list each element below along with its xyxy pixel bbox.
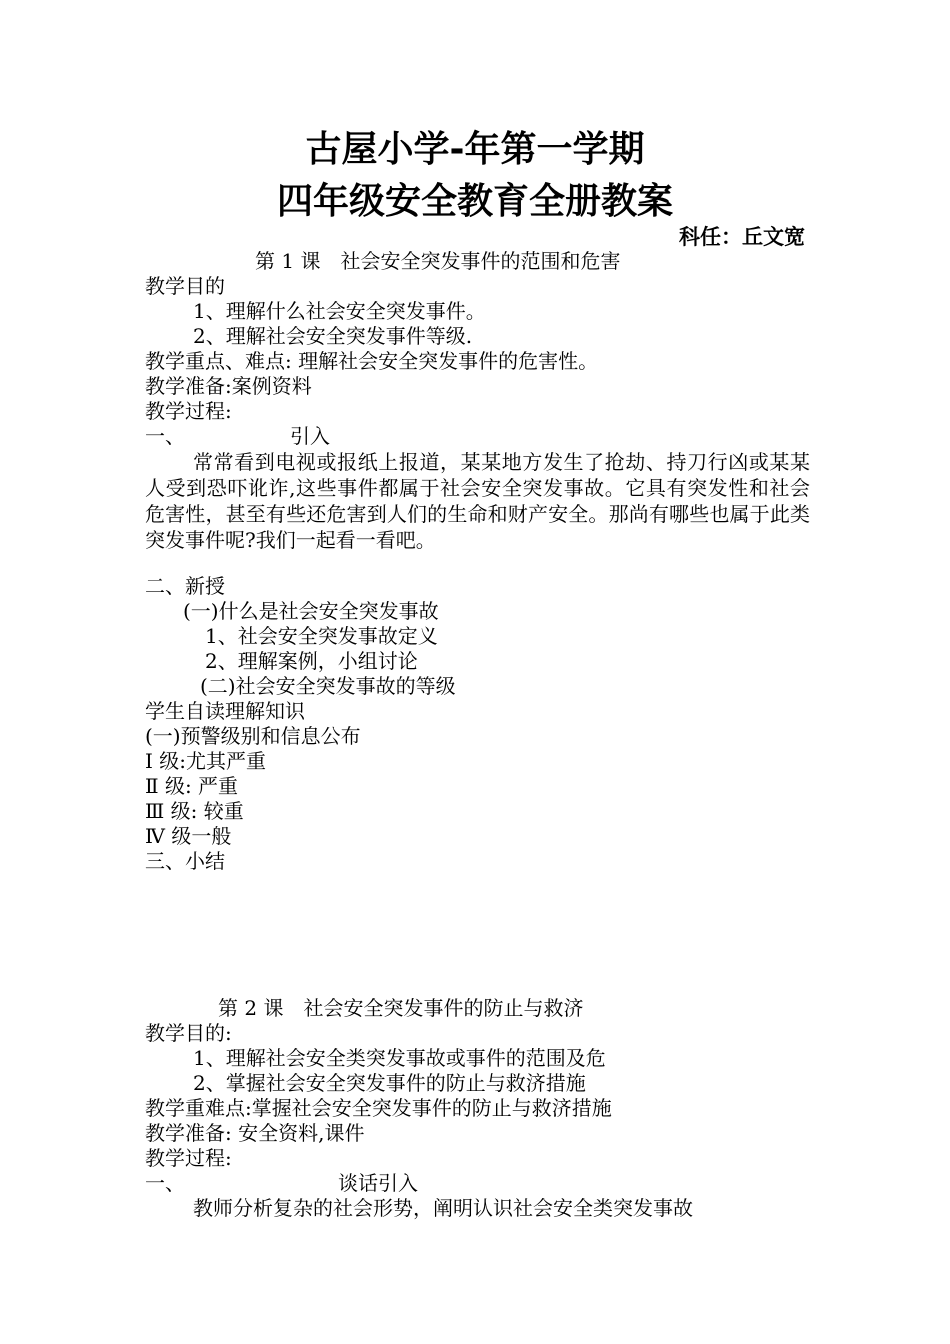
lesson-2-objective-1: 1、理解社会安全类突发事故或事件的范围及危 bbox=[193, 1046, 606, 1070]
lesson-2-step-1-number: 一、 bbox=[145, 1171, 185, 1195]
lesson-1-heading: 第 1 课 社会安全突发事件的范围和危害 bbox=[255, 249, 621, 273]
lesson-1-intro-paragraph: 常常看到电视或报纸上报道，某某地方发生了抢劫、持刀行凶或某某人受到恐吓讹诈,这些事件都属于社会安全突发事故。它具有突发性和社会危害性，甚至有些还危害到人们的生命和财产安全。那尚有哪些也属于此类突发事件呢?我们一起看一看吧。 bbox=[145, 450, 810, 552]
lesson-1-preparation: 教学准备:案例资料 bbox=[145, 374, 312, 398]
lesson-1-level-4: Ⅳ 级一般 bbox=[145, 824, 232, 848]
lesson-2-key-points: 教学重难点:掌握社会安全突发事件的防止与救济措施 bbox=[145, 1096, 612, 1120]
lesson-1-step-2: 二、新授 bbox=[145, 574, 225, 598]
lesson-1-level-3: Ⅲ 级: 较重 bbox=[145, 799, 244, 823]
document-title-line-2: 四年级安全教育全册教案 bbox=[276, 181, 673, 222]
lesson-2-intro-line: 教师分析复杂的社会形势，阐明认识社会安全类突发事故 bbox=[193, 1196, 693, 1220]
lesson-2-preparation: 教学准备: 安全资料,课件 bbox=[145, 1121, 365, 1145]
lesson-1-objective-label: 教学目的 bbox=[145, 274, 225, 298]
lesson-1-objective-1: 1、理解什么社会安全突发事件。 bbox=[193, 299, 486, 323]
lesson-1-process-label: 教学过程: bbox=[145, 399, 232, 423]
lesson-1-subsection-2: (二)社会安全突发事故的等级 bbox=[200, 674, 456, 698]
lesson-2-objective-2: 2、掌握社会安全突发事件的防止与救济措施 bbox=[193, 1071, 586, 1095]
lesson-1-level-2: Ⅱ 级: 严重 bbox=[145, 774, 239, 798]
lesson-1-step-1-title: 引入 bbox=[290, 424, 330, 448]
lesson-1-objective-2: 2、理解社会安全突发事件等级. bbox=[193, 324, 473, 348]
author-label: 科任：丘文宽 bbox=[679, 225, 805, 249]
lesson-1-level-1: Ⅰ 级:尤其严重 bbox=[145, 749, 266, 773]
lesson-1-subsection-1: (一)什么是社会安全突发事故 bbox=[183, 599, 439, 623]
lesson-1-step-3: 三、小结 bbox=[145, 849, 225, 873]
lesson-1-subsection-1-item-1: 1、社会安全突发事故定义 bbox=[205, 624, 438, 648]
lesson-1-subsection-1-item-2: 2、理解案例，小组讨论 bbox=[205, 649, 418, 673]
lesson-1-self-read: 学生自读理解知识 bbox=[145, 699, 305, 723]
lesson-2-heading: 第 2 课 社会安全突发事件的防止与救济 bbox=[218, 996, 584, 1020]
lesson-1-key-points: 教学重点、难点: 理解社会安全突发事件的危害性。 bbox=[145, 349, 599, 373]
lesson-2-step-1-title: 谈话引入 bbox=[338, 1171, 418, 1195]
lesson-1-step-1-number: 一、 bbox=[145, 424, 185, 448]
lesson-1-warning-levels-heading: (一)预警级别和信息公布 bbox=[145, 724, 361, 748]
lesson-2-process-label: 教学过程: bbox=[145, 1146, 232, 1170]
document-title-line-1: 古屋小学-年第一学期 bbox=[305, 129, 645, 170]
lesson-2-objective-label: 教学目的: bbox=[145, 1021, 232, 1045]
